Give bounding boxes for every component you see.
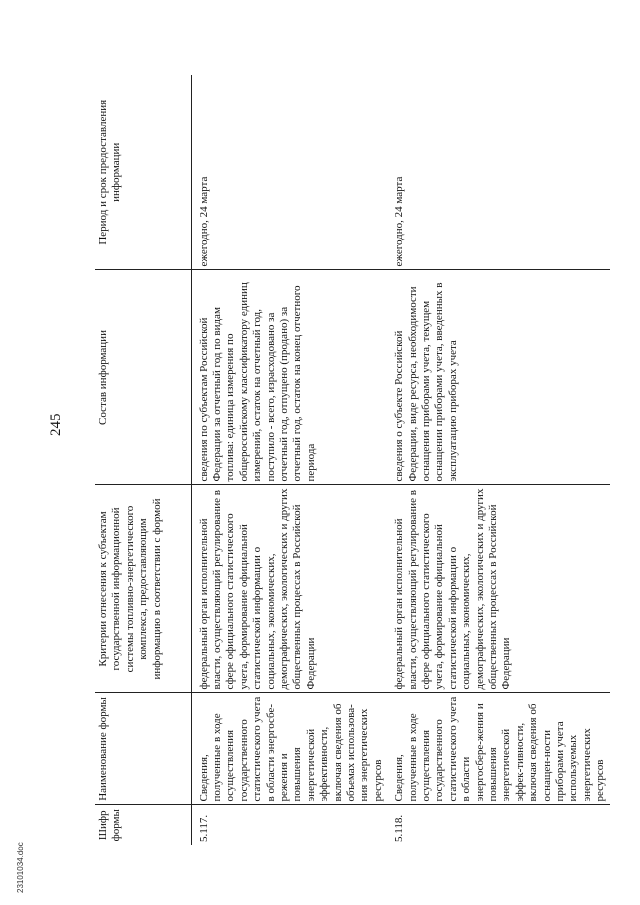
cell-name: Сведения, полученные в ходе осуществления государственного статистического учета в области энергосбе-режения и повышения энергетической эффективности, включая сведения об объемах использова-ния энергетических ресурсов: [191, 693, 387, 805]
header-content: Состав информации: [95, 270, 191, 485]
cell-content: сведения о субъекте Российской Федерации, виде ресурса, необходимости оснащения приборами учета, текущем оснащении приборами учета, введенных в эксплуатацию приборах учета: [387, 270, 610, 485]
header-name: Наименование формы: [95, 693, 191, 805]
page-number: 245: [48, 413, 64, 436]
header-criteria: Критерии отнесения к субъектам государственной информационной системы топливно-энергетического комплекса, предоставляющим информацию в соответствии с формой: [95, 485, 191, 693]
document-id: 23101034.doc: [16, 842, 25, 893]
table-header-row: [95, 75, 191, 845]
cell-period: ежегодно, 24 марта: [387, 75, 610, 270]
header-code: Шифр формы: [95, 805, 191, 845]
cell-content: сведения по субъектам Российской Федерации за отчетный год по видам топлива: единица измерения по общероссийскому классификатору единиц измерений, остаток на отчетный год, поступило - всего, израсходовано за отчетный год, отпущено (продано) за отчетный год, остаток на конец отчетного периода: [191, 270, 387, 485]
cell-name: Сведения, полученные в ходе осуществления государственного статистического учета в области энергосбере-жения и повышения энергетической эффек-тивности, включая сведения об оснащен-ности приборами учета используемых энергетических ресурсов: [387, 693, 610, 805]
cell-code: 5.117.: [197, 814, 210, 842]
table-row: [191, 75, 387, 845]
forms-table: [95, 75, 607, 845]
cell-code: 5.118.: [393, 814, 406, 842]
cell-criteria: федеральный орган исполнительной власти, осуществляющий регулирование в сфере официального статистического учета, формирование официальной статистической информации о социальных, экономических, демографических, экологических и других общественных процессах в Российской Федерации: [191, 485, 387, 693]
cell-criteria: федеральный орган исполнительной власти, осуществляющий регулирование в сфере официального статистического учета, формирование официальной статистической информации о социальных, экономических, демографических, экологических и других общественных процессах в Российской Федерации: [387, 485, 610, 693]
header-period: Период и срок предоставления информации: [95, 75, 191, 270]
cell-period: ежегодно, 24 марта: [191, 75, 387, 270]
table-row: [387, 75, 610, 845]
